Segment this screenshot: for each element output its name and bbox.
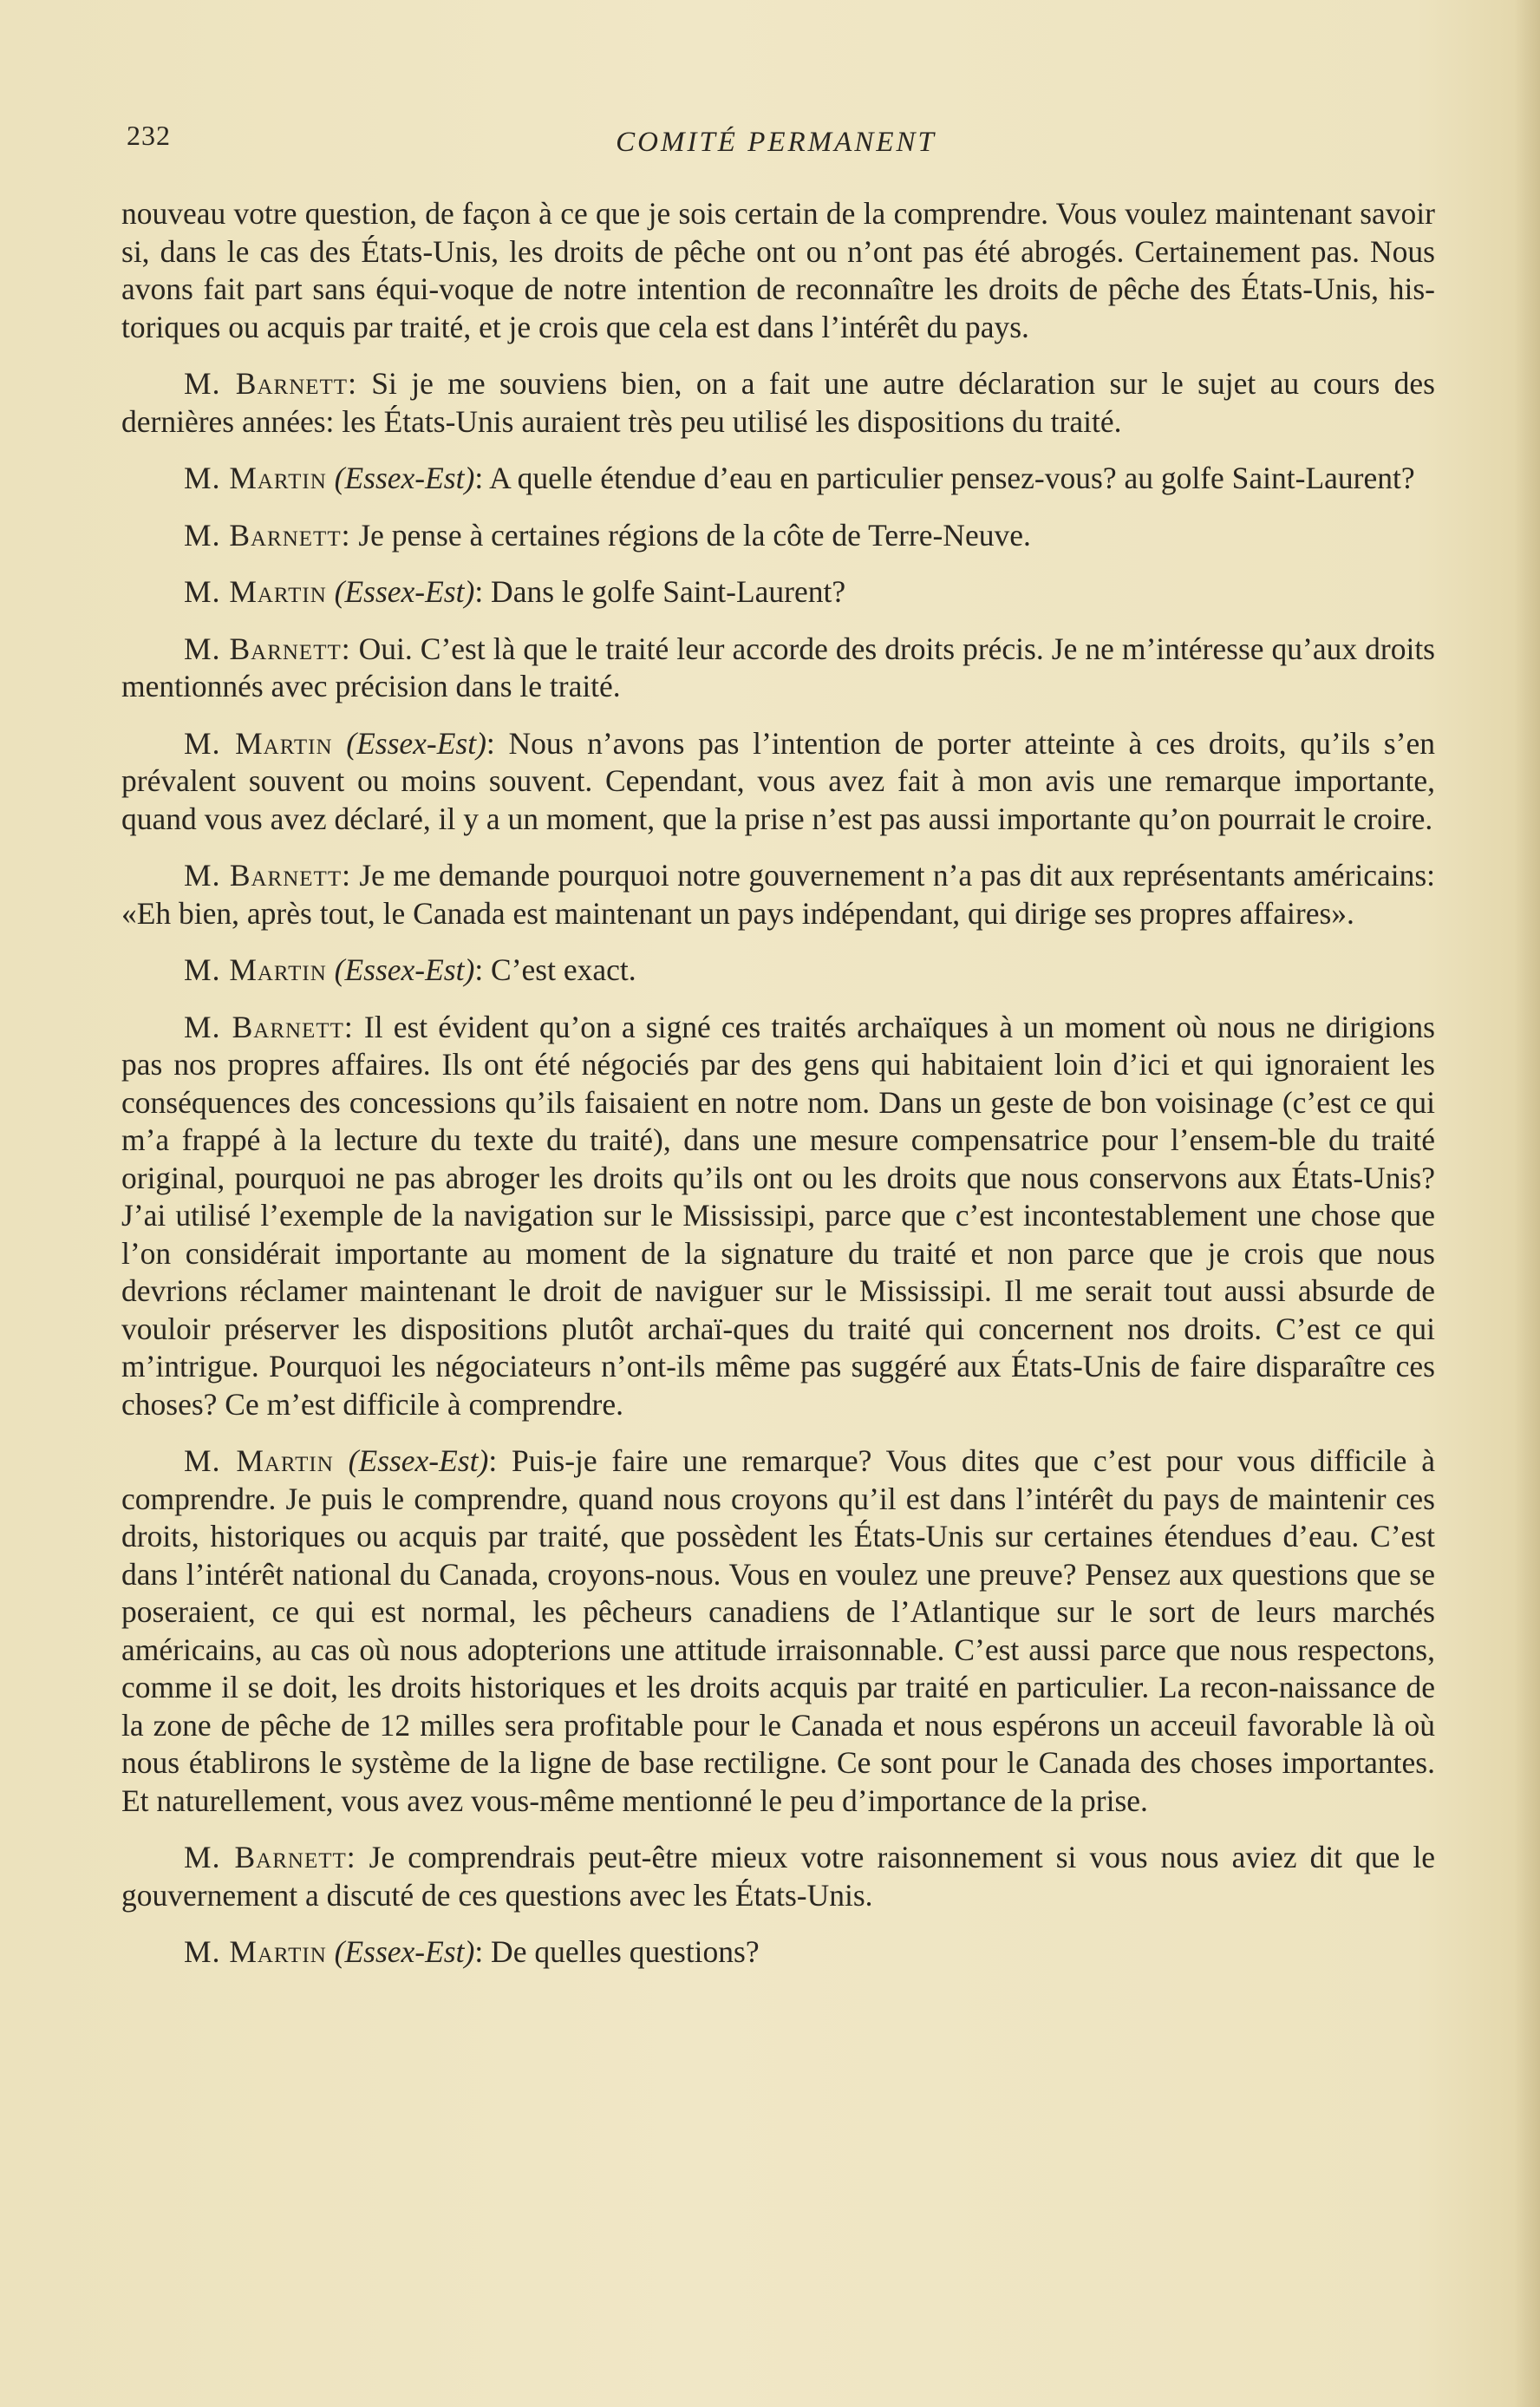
paragraph bbox=[121, 1933, 1435, 1972]
speaker-name: M. Barnett: bbox=[184, 366, 357, 401]
paragraph-text: Je pense à certaines régions de la côte de Terre-Neuve. bbox=[350, 517, 1031, 553]
speaker-riding: (Essex-Est) bbox=[334, 574, 475, 609]
speaker-riding: (Essex-Est) bbox=[334, 1934, 475, 1969]
speaker-name: M. Barnett: bbox=[184, 631, 351, 666]
page-header bbox=[121, 120, 1431, 172]
paragraph-text: Je me demande pourquoi notre gouvernement n’a pas dit aux représentants américains: «Eh bien, après tout, le Canada est maintenant un pays indépendant, qui dirige ses propres affaires». bbox=[121, 858, 1435, 931]
speaker-name: M. Martin bbox=[184, 725, 333, 761]
speaker-riding: (Essex-Est) bbox=[334, 461, 475, 495]
paragraph bbox=[121, 1009, 1435, 1424]
speaker-name: M. Martin bbox=[184, 574, 327, 609]
speaker-name: M. Martin bbox=[184, 952, 327, 987]
paragraph-text: Si je me souviens bien, on a fait une autre déclaration sur le sujet au cours des dernières années: les États-Unis auraient très peu utilisé les dispositions du traité. bbox=[121, 366, 1435, 439]
paragraph bbox=[121, 573, 1435, 612]
paragraph bbox=[121, 1839, 1435, 1914]
paragraph-text: : Dans le golfe Saint-Laurent? bbox=[474, 574, 846, 609]
paragraph-text: : Nous n’avons pas l’intention de porter atteinte à ces droits, qu’ils s’en prévalent souvent ou moins souvent. Cependant, vous avez fait à mon avis une remarque importante, quand vous avez déclaré, il y a un moment, que la prise n’est pas aussi importante qu’on pourrait le croire. bbox=[121, 725, 1436, 836]
paragraph bbox=[121, 631, 1435, 706]
speaker-riding: (Essex-Est) bbox=[348, 1443, 489, 1478]
speaker-name: M. Barnett: bbox=[184, 517, 351, 553]
speaker-name: M. Barnett: bbox=[184, 858, 351, 893]
transcript-body bbox=[121, 195, 1435, 1991]
paragraph bbox=[121, 1442, 1435, 1820]
paragraph bbox=[121, 952, 1435, 990]
paragraph bbox=[121, 460, 1435, 498]
paragraph-text: : Puis-je faire une remarque? Vous dites que c’est pour vous difficile à comprendre. Je puis le comprendre, quand nous croyons qu’il est dans l’intérêt du pays de maintenir ces droits, historiques ou acquis par traité, que possèdent les États-Unis sur certaines étendues d’eau. C’est dans l’intérêt national du Canada, croyons-nous. Vous en voulez une preuve? Pensez aux questions que se poseraient, ce qui est normal, les pêcheurs canadiens de l’Atlantique sur le sort de leurs marchés américains, au cas où nous adopterions une attitude irraisonnable. C’est aussi parce que nous respectons, comme il se doit, les droits historiques et les droits acquis par traité en particulier. La recon-naissance de la zone de pêche de 12 milles sera profitable pour le Canada et nous espérons un acceuil favorable là où nous établirons le système de la ligne de base rectiligne. Ce sont pour le Canada des choses importantes. Et naturellement, vous avez vous-même mentionné le peu d’importance de la prise. bbox=[121, 1443, 1435, 1818]
speaker-name: M. Barnett: bbox=[184, 1840, 356, 1874]
paragraph bbox=[121, 517, 1435, 555]
paragraph-text: : C’est exact. bbox=[474, 952, 636, 987]
paragraph-text: Je comprendrais peut-être mieux votre raisonnement si vous nous aviez dit que le gouvernement a discuté de ces questions avec les États-Unis. bbox=[121, 1840, 1435, 1913]
paragraph bbox=[121, 857, 1435, 932]
paragraph bbox=[121, 725, 1435, 839]
speaker-name: M. Martin bbox=[184, 1443, 334, 1478]
paragraph-text: nouveau votre question, de façon à ce que je sois certain de la comprendre. Vous voulez maintenant savoir si, dans le cas des États-Unis, les droits de pêche ont ou n’ont pas été abrogés. Certainement pas. Nous avons fait part sans équi-voque de notre intention de reconnaître les droits de pêche des États-Unis, his-toriques ou acquis par traité, et je crois que cela est dans l’intérêt du pays. bbox=[121, 196, 1435, 344]
paragraph-text: Il est évident qu’on a signé ces traités archaïques à un moment où nous ne dirigions pas nos propres affaires. Ils ont été négociés par des gens qui habitaient loin d’ici et qui ignoraient les conséquences des concessions qu’ils faisaient en notre nom. Dans un geste de bon voisinage (c’est ce qui m’a frappé à la lecture du texte du traité), dans une mesure compensatrice pour l’ensem-ble du traité original, pourquoi ne pas abroger les droits qu’ils ont ou les droits que nous conservons aux États-Unis? J’ai utilisé l’exemple de la navigation sur le Mississipi, parce que c’est incontestablement une chose que l’on considérait importante au moment de la signature du traité et non parce que je crois que nous devrions réclamer maintenant le droit de naviguer sur le Mississipi. Il me serait tout aussi absurde de vouloir préserver les dispositions plutôt archaï-ques du traité qui concernent nos droits. C’est ce qui m’intrigue. Pourquoi les négociateurs n’ont-ils même pas suggéré aux États-Unis de faire disparaître ces choses? Ce m’est difficile à comprendre. bbox=[121, 1009, 1435, 1422]
speaker-riding: (Essex-Est) bbox=[346, 725, 486, 761]
paragraph-text: Oui. C’est là que le traité leur accorde des droits précis. Je ne m’intéresse qu’aux droits mentionnés avec précision dans le traité. bbox=[121, 631, 1436, 703]
paragraph-text: : A quelle étendue d’eau en particulier pensez-vous? au golfe Saint-Laurent? bbox=[474, 461, 1415, 495]
page-edge-shadow bbox=[1514, 0, 1540, 2407]
speaker-riding: (Essex-Est) bbox=[334, 952, 475, 987]
paragraph bbox=[121, 365, 1435, 441]
page-number: 232 bbox=[127, 120, 171, 151]
paragraph bbox=[121, 195, 1435, 346]
paragraph-text: : De quelles questions? bbox=[474, 1934, 760, 1969]
speaker-name: M. Martin bbox=[184, 461, 327, 495]
speaker-name: M. Barnett: bbox=[184, 1009, 354, 1044]
running-head: COMITÉ PERMANENT bbox=[616, 127, 936, 158]
speaker-name: M. Martin bbox=[184, 1934, 327, 1969]
